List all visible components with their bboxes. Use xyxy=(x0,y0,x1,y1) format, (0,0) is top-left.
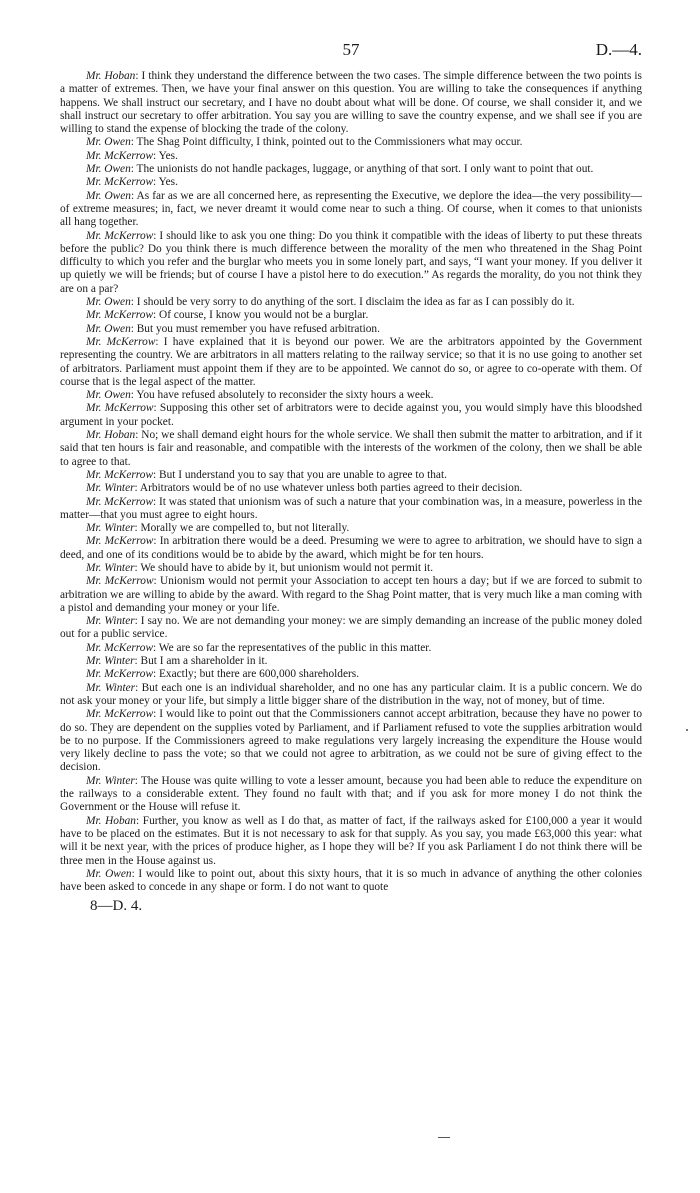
transcript-paragraph xyxy=(60,309,642,322)
speaker-name: Mr. Winter xyxy=(86,615,135,628)
transcript-paragraph xyxy=(60,336,642,389)
transcript-paragraph xyxy=(60,642,642,655)
speaker-name: Mr. Owen xyxy=(86,163,131,176)
speaker-name: Mr. McKerrow xyxy=(86,309,154,322)
speech-text: : I would like to point out, about this sixty hours, that it is so much in advance of anything the other colonies have been asked to concede in any shape or form. I do not want to quote xyxy=(60,867,642,894)
speech-text: : Arbitrators would be of no use whatever unless both parties agreed to their decision. xyxy=(134,482,523,495)
speech-text: : The unionists do not handle packages, luggage, or anything of that sort. I only want to point that out. xyxy=(130,163,594,176)
speech-text: : I would like to point out that the Commissioners cannot accept arbitration, because they have no power to do so. They are dependent on the supplies voted by Parliament, and if Parliament refused to vote the supplies arbitration would be to no purpose. If the Commissioners agreed to make regulations very largely increasing the expenditure the House would very likely decline to pass the vote; so that we could not agree to arbitration, as we could not be sure of giving effect to the decision. xyxy=(60,708,642,774)
transcript-paragraph xyxy=(60,522,642,535)
speaker-name: Mr. Winter xyxy=(86,681,136,694)
speech-text: : No; we shall demand eight hours for the whole service. We shall then submit the matter to arbitration, and if it said that ten hours is fair and reasonable, and compatible with the interests of the workmen of the colony, then we shall be able to agree to that. xyxy=(60,429,642,468)
transcript-paragraph xyxy=(60,668,642,681)
document-page xyxy=(60,40,642,915)
transcript-paragraph xyxy=(60,389,642,402)
speech-text: : Yes. xyxy=(153,149,178,162)
margin-dot xyxy=(686,729,688,731)
transcript-paragraph xyxy=(60,150,642,163)
speaker-name: Mr. McKerrow xyxy=(86,402,154,415)
transcript-paragraph xyxy=(60,708,642,774)
transcript-paragraph xyxy=(60,402,642,429)
speech-text: : I should like to ask you one thing: Do you think it compatible with the ideas of liberty to put these threats before the public? Do you think there is much difference between the morality of the men who threatened in the Shag Point difficulty to which you refer and the burglar who meets you in some lonely part, and says, “I want your money. If you deliver it up quietly we will be friends; but of course I have a pistol here to do execution.” As regards the morality, do you not think they are on a par? xyxy=(60,229,642,295)
speech-text: : But I understand you to say that you are unable to agree to that. xyxy=(153,468,447,481)
speaker-name: Mr. McKerrow xyxy=(86,229,154,242)
speaker-name: Mr. Winter xyxy=(86,774,135,787)
transcript-paragraph xyxy=(60,296,642,309)
speech-text: : I say no. We are not demanding your money: we are simply demanding an increase of the public money doled out for a public service. xyxy=(60,615,642,641)
speaker-name: Mr. McKerrow xyxy=(86,149,154,162)
speaker-name: Mr. Hoban xyxy=(86,429,136,442)
transcript-paragraph xyxy=(60,535,642,562)
transcript-paragraph xyxy=(60,775,642,815)
transcript-paragraph xyxy=(60,70,642,136)
speaker-name: Mr. Winter xyxy=(86,561,135,574)
speaker-name: Mr. McKerrow xyxy=(86,575,154,588)
transcript-paragraph xyxy=(60,682,642,709)
speech-text: : But you must remember you have refused arbitration. xyxy=(130,322,380,335)
speaker-name: Mr. McKerrow xyxy=(86,176,154,189)
speech-text: : But I am a shareholder in it. xyxy=(134,655,268,668)
speech-text: : Morally we are compelled to, but not literally. xyxy=(134,522,350,535)
speech-text: : It was stated that unionism was of such a nature that your combination was, in a measure, powerless in the matter—that you must agree to eight hours. xyxy=(60,495,642,521)
speaker-name: Mr. Owen xyxy=(86,189,131,202)
transcript-paragraph xyxy=(60,230,642,296)
transcript-paragraph xyxy=(60,190,642,230)
speaker-name: Mr. Hoban xyxy=(86,814,136,827)
transcript-paragraph xyxy=(60,429,642,469)
transcript-paragraph xyxy=(60,655,642,668)
speaker-name: Mr. McKerrow xyxy=(86,335,156,348)
speaker-name: Mr. McKerrow xyxy=(86,641,154,654)
speech-text: : Exactly; but there are 600,000 shareholders. xyxy=(153,668,360,681)
speech-text: : As far as we are all concerned here, as representing the Executive, we deplore the idea—the very possibility—of extreme measures; in, fact, we never dreamt it would come near to such a thing. Of course, when it comes to that unionists all hang together. xyxy=(60,189,642,229)
speech-text: : I think they understand the difference between the two cases. The simple difference between the two points is a matter of extremes. Then, we have your final answer on this question. You are willing to take the consequences if anything happens. We shall instruct our secretary, and I have no doubt about what will be done. Of course, we shall consider it, and we shall instruct our secretary to offer arbitration. You say you are willing to save the country expense, and we shall see if you are willing to stand the expense of blocking the trade of the colony. xyxy=(60,70,642,136)
speaker-name: Mr. McKerrow xyxy=(86,535,154,548)
speaker-name: Mr. McKerrow xyxy=(86,668,154,681)
speaker-name: Mr. Owen xyxy=(86,389,131,402)
transcript-paragraph xyxy=(60,562,642,575)
speech-text: : But each one is an individual shareholder, and no one has any particular claim. It is a public concern. We do not ask your money or your life, but simply a little bigger share of the distribution in the way, not of money, but of time. xyxy=(60,681,642,707)
speaker-name: Mr. Winter xyxy=(86,482,135,495)
document-reference: D.—4. xyxy=(595,40,642,59)
speech-text: : I should be very sorry to do anything of the sort. I disclaim the idea as far as I can possibly do it. xyxy=(130,296,575,309)
transcript-paragraph xyxy=(60,815,642,868)
speaker-name: Mr. McKerrow xyxy=(86,468,154,481)
transcript-paragraph xyxy=(60,323,642,336)
transcript-paragraph xyxy=(60,868,642,895)
sheet-signature: 8—D. 4. xyxy=(90,898,143,915)
speech-text: : We should have to abide by it, but unionism would not permit it. xyxy=(134,561,434,574)
transcript-paragraph xyxy=(60,496,642,523)
speaker-name: Mr. Hoban xyxy=(86,70,136,82)
page-number: 57 xyxy=(342,40,360,59)
speech-text: : Unionism would not permit your Association to accept ten hours a day; but if we are forced to submit to arbitration we are willing to abide by the award. With regard to the Shag Point matter, that is very much like a man coming with a pistol and demanding your money or your life. xyxy=(60,575,643,614)
speech-text: : I have explained that it is beyond our power. We are the arbitrators appointed by the Government representing the country. We are arbitrators in all matters relating to the railway service; so that it is no use going to another set of arbitrators. Parliament must appoint them if they are to be appointed. We cannot do so, or agree to co-operate with them. Of course that is the legal aspect of the matter. xyxy=(60,335,642,388)
page-header xyxy=(60,40,642,66)
transcript-paragraph xyxy=(60,136,642,149)
speech-text: : Of course, I know you would not be a burglar. xyxy=(153,309,369,322)
transcript-paragraph xyxy=(60,176,642,189)
transcript-paragraph xyxy=(60,615,642,642)
transcript-paragraph xyxy=(60,482,642,495)
speech-text: : In arbitration there would be a deed. Presuming we were to agree to arbitration, we should have to sign a deed, and one of its conditions would be to abide by the award, which might be for ten hours. xyxy=(60,535,642,561)
speech-text: : Further, you know as well as I do that, as matter of fact, if the railways asked for £100,000 a year it would have to be placed on the estimates. But it is not necessary to ask for that supply. As you say, you made £63,000 this year: what will it be next year, with the prices of produce higher, as I hope they will be? If you ask Parliament I do not think there will be three men in the House against us. xyxy=(60,814,642,867)
transcript-body xyxy=(60,70,642,894)
transcript-paragraph xyxy=(60,469,642,482)
speaker-name: Mr. Winter xyxy=(86,655,135,668)
speech-text: : The Shag Point difficulty, I think, pointed out to the Commissioners what may occur. xyxy=(130,136,523,149)
speech-text: : You have refused absolutely to reconsider the sixty hours a week. xyxy=(130,389,434,402)
speaker-name: Mr. Owen xyxy=(86,296,131,309)
speaker-name: Mr. Owen xyxy=(86,867,132,880)
print-mark xyxy=(438,1137,450,1138)
transcript-paragraph xyxy=(60,575,642,615)
speech-text: : The House was quite willing to vote a lesser amount, because you had been able to reduce the expenditure on the railways to a considerable extent. They found no fault with that; and if you ask for more money I do not think the Government or the House will refuse it. xyxy=(60,774,642,814)
speaker-name: Mr. McKerrow xyxy=(86,708,154,721)
speech-text: : Yes. xyxy=(153,176,178,189)
transcript-paragraph xyxy=(60,163,642,176)
speaker-name: Mr. Winter xyxy=(86,522,135,535)
speaker-name: Mr. Owen xyxy=(86,322,131,335)
speech-text: : We are so far the representatives of the public in this matter. xyxy=(153,641,432,654)
speaker-name: Mr. Owen xyxy=(86,136,131,149)
speaker-name: Mr. McKerrow xyxy=(86,495,154,508)
speech-text: : Supposing this other set of arbitrators were to decide against you, you would simply have this bloodshed argument in your pocket. xyxy=(60,402,642,428)
